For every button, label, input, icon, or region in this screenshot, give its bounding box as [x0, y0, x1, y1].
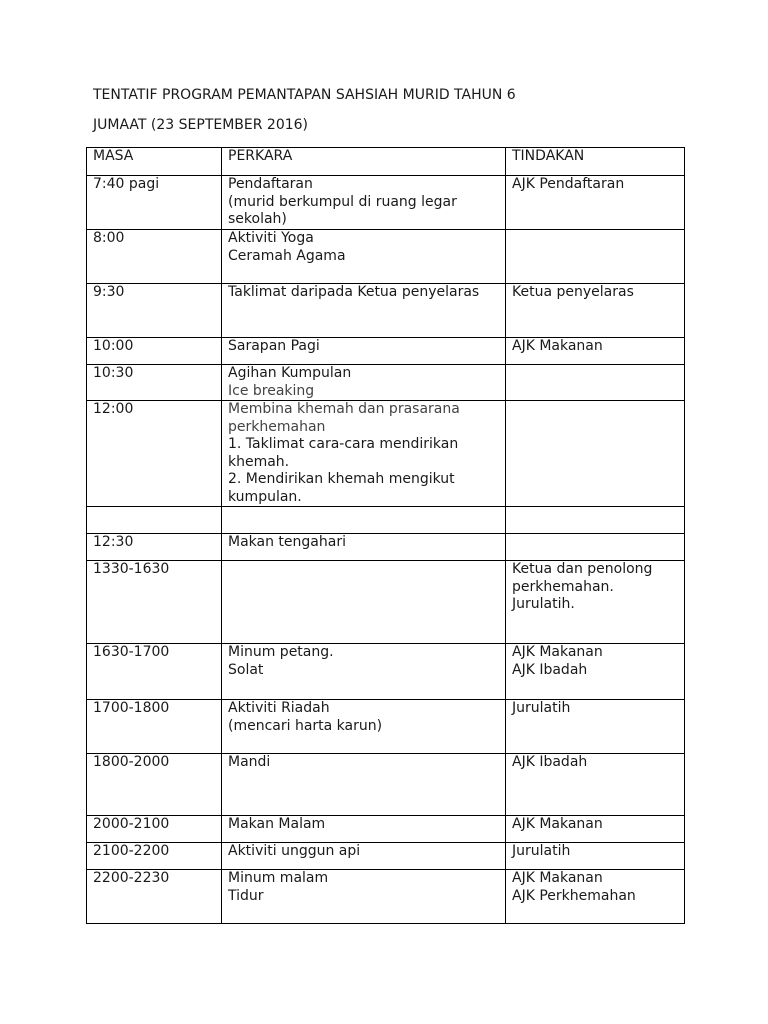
tindakan-line: AJK Ibadah [512, 661, 588, 678]
cell-perkara [222, 338, 506, 365]
cell-tindakan [506, 816, 685, 843]
table-row [87, 176, 685, 230]
header-tindakan: TINDAKAN [506, 148, 685, 176]
perkara-line: sekolah) [228, 211, 287, 227]
cell-tindakan [506, 644, 685, 700]
perkara-line: Ice breaking [228, 382, 315, 399]
cell-perkara [222, 507, 506, 534]
perkara-line: Minum petang. [228, 644, 334, 660]
tindakan-line: AJK Makanan [512, 816, 603, 832]
table-row [87, 507, 685, 534]
perkara-line: Aktiviti Riadah [228, 700, 330, 716]
perkara-line: Makan tengahari [228, 534, 346, 550]
tindakan-line: Jurulatih [512, 700, 571, 716]
header-masa: MASA [87, 148, 222, 176]
table-row [87, 365, 685, 401]
cell-perkara [222, 230, 506, 284]
cell-perkara [222, 700, 506, 754]
tindakan-line: Jurulatih. [512, 596, 575, 612]
header-perkara: PERKARA [222, 148, 506, 176]
cell-perkara [222, 365, 506, 401]
perkara-line: Solat [228, 661, 264, 678]
table-row [87, 816, 685, 843]
cell-tindakan [506, 870, 685, 924]
table-row [87, 338, 685, 365]
cell-perkara [222, 870, 506, 924]
cell-tindakan [506, 561, 685, 644]
cell-masa: 7:40 pagi [87, 176, 222, 230]
perkara-line: khemah. [228, 453, 290, 470]
perkara-line: Tidur [228, 887, 264, 904]
perkara-line: Makan Malam [228, 816, 326, 832]
perkara-line: (murid berkumpul di ruang legar [228, 193, 457, 210]
table-row [87, 401, 685, 507]
perkara-line: 1. Taklimat cara-cara mendirikan [228, 436, 459, 452]
cell-masa: 2000-2100 [87, 816, 222, 843]
document-title: TENTATIF PROGRAM PEMANTAPAN SAHSIAH MURID TAHUN 6 [93, 87, 516, 103]
cell-masa: 2200-2230 [87, 870, 222, 924]
cell-masa: 12:30 [87, 534, 222, 561]
table-header-row [87, 148, 685, 176]
perkara-line: (mencari harta karun) [228, 717, 383, 734]
cell-tindakan [506, 284, 685, 338]
tindakan-line: perkhemahan. [512, 578, 614, 595]
cell-perkara [222, 754, 506, 816]
cell-masa: 10:00 [87, 338, 222, 365]
perkara-line: Sarapan Pagi [228, 338, 320, 354]
tindakan-line: AJK Perkhemahan [512, 887, 636, 904]
cell-tindakan [506, 754, 685, 816]
cell-masa: 12:00 [87, 401, 222, 507]
table-row [87, 754, 685, 816]
cell-masa: 10:30 [87, 365, 222, 401]
cell-perkara [222, 534, 506, 561]
perkara-line: 2. Mendirikan khemah mengikut [228, 471, 455, 487]
cell-tindakan [506, 507, 685, 534]
cell-perkara [222, 284, 506, 338]
cell-masa: 1330-1630 [87, 561, 222, 644]
cell-perkara [222, 816, 506, 843]
table-row [87, 284, 685, 338]
cell-tindakan [506, 365, 685, 401]
perkara-line: Taklimat daripada Ketua penyelaras [228, 284, 480, 300]
perkara-line: Membina khemah dan prasarana [228, 401, 460, 417]
perkara-line: kumpulan. [228, 488, 302, 505]
perkara-line: Mandi [228, 754, 271, 770]
cell-masa: 1800-2000 [87, 754, 222, 816]
cell-perkara [222, 843, 506, 870]
table-row [87, 534, 685, 561]
table-row [87, 870, 685, 924]
perkara-line: perkhemahan [228, 418, 326, 435]
cell-tindakan [506, 230, 685, 284]
perkara-line: Agihan Kumpulan [228, 365, 352, 381]
schedule-table [86, 147, 685, 924]
tindakan-line: AJK Makanan [512, 644, 603, 660]
cell-masa [87, 507, 222, 534]
cell-masa: 8:00 [87, 230, 222, 284]
cell-masa: 2100-2200 [87, 843, 222, 870]
tindakan-line: AJK Ibadah [512, 754, 588, 770]
perkara-line: Aktiviti unggun api [228, 843, 361, 859]
cell-tindakan [506, 338, 685, 365]
table-row [87, 230, 685, 284]
cell-masa: 1700-1800 [87, 700, 222, 754]
cell-masa: 1630-1700 [87, 644, 222, 700]
tindakan-line: Ketua penyelaras [512, 284, 634, 300]
tindakan-line: AJK Makanan [512, 870, 603, 886]
tindakan-line: AJK Pendaftaran [512, 176, 625, 192]
perkara-line: Minum malam [228, 870, 329, 886]
cell-tindakan [506, 401, 685, 507]
tindakan-line: AJK Makanan [512, 338, 603, 354]
cell-masa: 9:30 [87, 284, 222, 338]
cell-tindakan [506, 843, 685, 870]
table-row [87, 644, 685, 700]
cell-perkara [222, 561, 506, 644]
cell-tindakan [506, 700, 685, 754]
perkara-line: Ceramah Agama [228, 247, 346, 264]
tindakan-line: Jurulatih [512, 843, 571, 859]
perkara-line: Aktiviti Yoga [228, 230, 314, 246]
cell-tindakan [506, 176, 685, 230]
document-subtitle: JUMAAT (23 SEPTEMBER 2016) [93, 117, 309, 133]
cell-tindakan [506, 534, 685, 561]
tindakan-line: Ketua dan penolong [512, 561, 653, 577]
cell-perkara [222, 644, 506, 700]
cell-perkara [222, 401, 506, 507]
cell-perkara [222, 176, 506, 230]
table-row [87, 843, 685, 870]
table-row [87, 700, 685, 754]
table-row [87, 561, 685, 644]
perkara-line: Pendaftaran [228, 176, 313, 192]
